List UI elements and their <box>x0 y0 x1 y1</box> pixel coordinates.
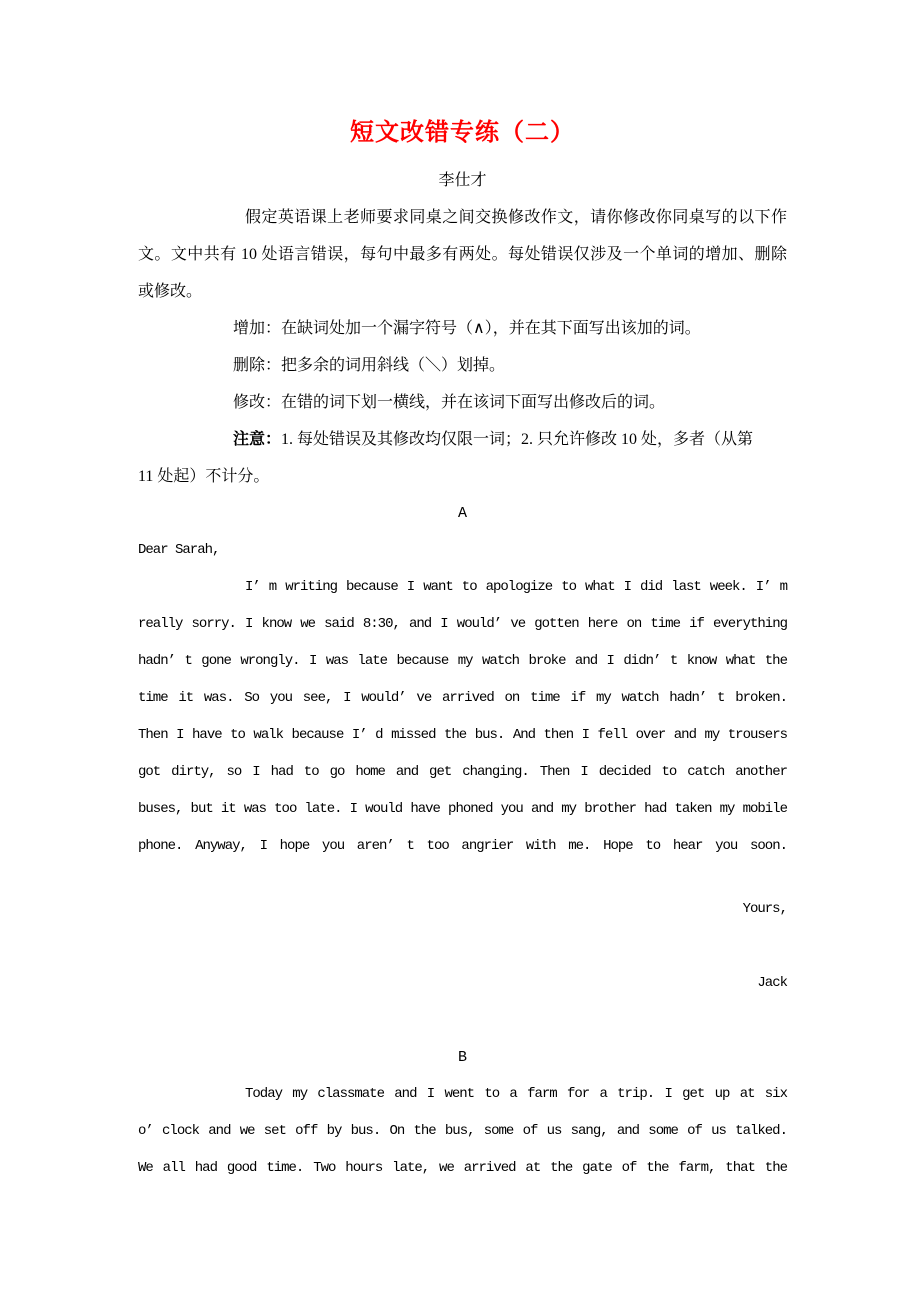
letter-line: Then I have to walk because I’ d missed the bus. And then I fell over and my trousers <box>138 727 787 743</box>
letter-line: really sorry. I know we said 8:30, and I would’ ve gotten here on time if everything <box>138 616 787 632</box>
rule-delete-line: 删除：把多余的词用斜线（＼）划掉。 <box>233 357 506 374</box>
notice-text: 1. 每处错误及其修改均仅限一词；2. 只允许修改 10 处，多者（从第 <box>281 431 754 448</box>
letter-closing: Yours, <box>742 901 787 917</box>
letter-salutation: Dear Sarah, <box>138 542 220 558</box>
notice-line: 11 处起）不计分。 <box>138 468 270 485</box>
passage-b-line: o’ clock and we set off by bus. On the bus, some of us sang, and some of us talked. <box>138 1123 787 1139</box>
intro-line: 或修改。 <box>138 283 203 300</box>
document-content <box>138 0 787 1187</box>
letter-line: buses, but it was too late. I would have phoned you and my brother had taken my mobile <box>138 801 787 817</box>
rule-add-line: 增加：在缺词处加一个漏字符号（∧），并在其下面写出该加的词。 <box>233 320 701 337</box>
intro-line: 假定英语课上老师要求同桌之间交换修改作文，请你修改你同桌写的以下作 <box>245 209 787 226</box>
passage-b-line: We all had good time. Two hours late, we arrived at the gate of the farm, that the <box>138 1160 787 1176</box>
letter-line: phone. Anyway, I hope you aren’ t too angrier with me. Hope to hear you soon. <box>138 838 787 854</box>
passage-b-line: Today my classmate and I went to a farm for a trip. I get up at six <box>245 1086 787 1102</box>
letter-line: I’ m writing because I want to apologize to what I did last week. I’ m <box>245 579 787 595</box>
letter-line: time it was. So you see, I would’ ve arrived on time if my watch hadn’ t broken. <box>138 690 787 706</box>
author-name: 李仕才 <box>438 172 487 189</box>
letter-signature: Jack <box>757 975 787 991</box>
letter-line: got dirty, so I had to go home and get changing. Then I decided to catch another <box>138 764 787 780</box>
page-title: 短文改错专练（二） <box>350 120 575 146</box>
notice-label: 注意： <box>233 431 282 448</box>
section-a-label: A <box>457 505 467 522</box>
letter-line: hadn’ t gone wrongly. I was late because my watch broke and I didn’ t know what the <box>138 653 787 669</box>
section-b-label: B <box>457 1049 467 1066</box>
notice-line <box>138 421 787 458</box>
rule-modify-line: 修改：在错的词下划一横线，并在该词下面写出修改后的词。 <box>233 394 666 411</box>
intro-line: 文。文中共有 10 处语言错误，每句中最多有两处。每处错误仅涉及一个单词的增加、删除 <box>138 246 787 263</box>
